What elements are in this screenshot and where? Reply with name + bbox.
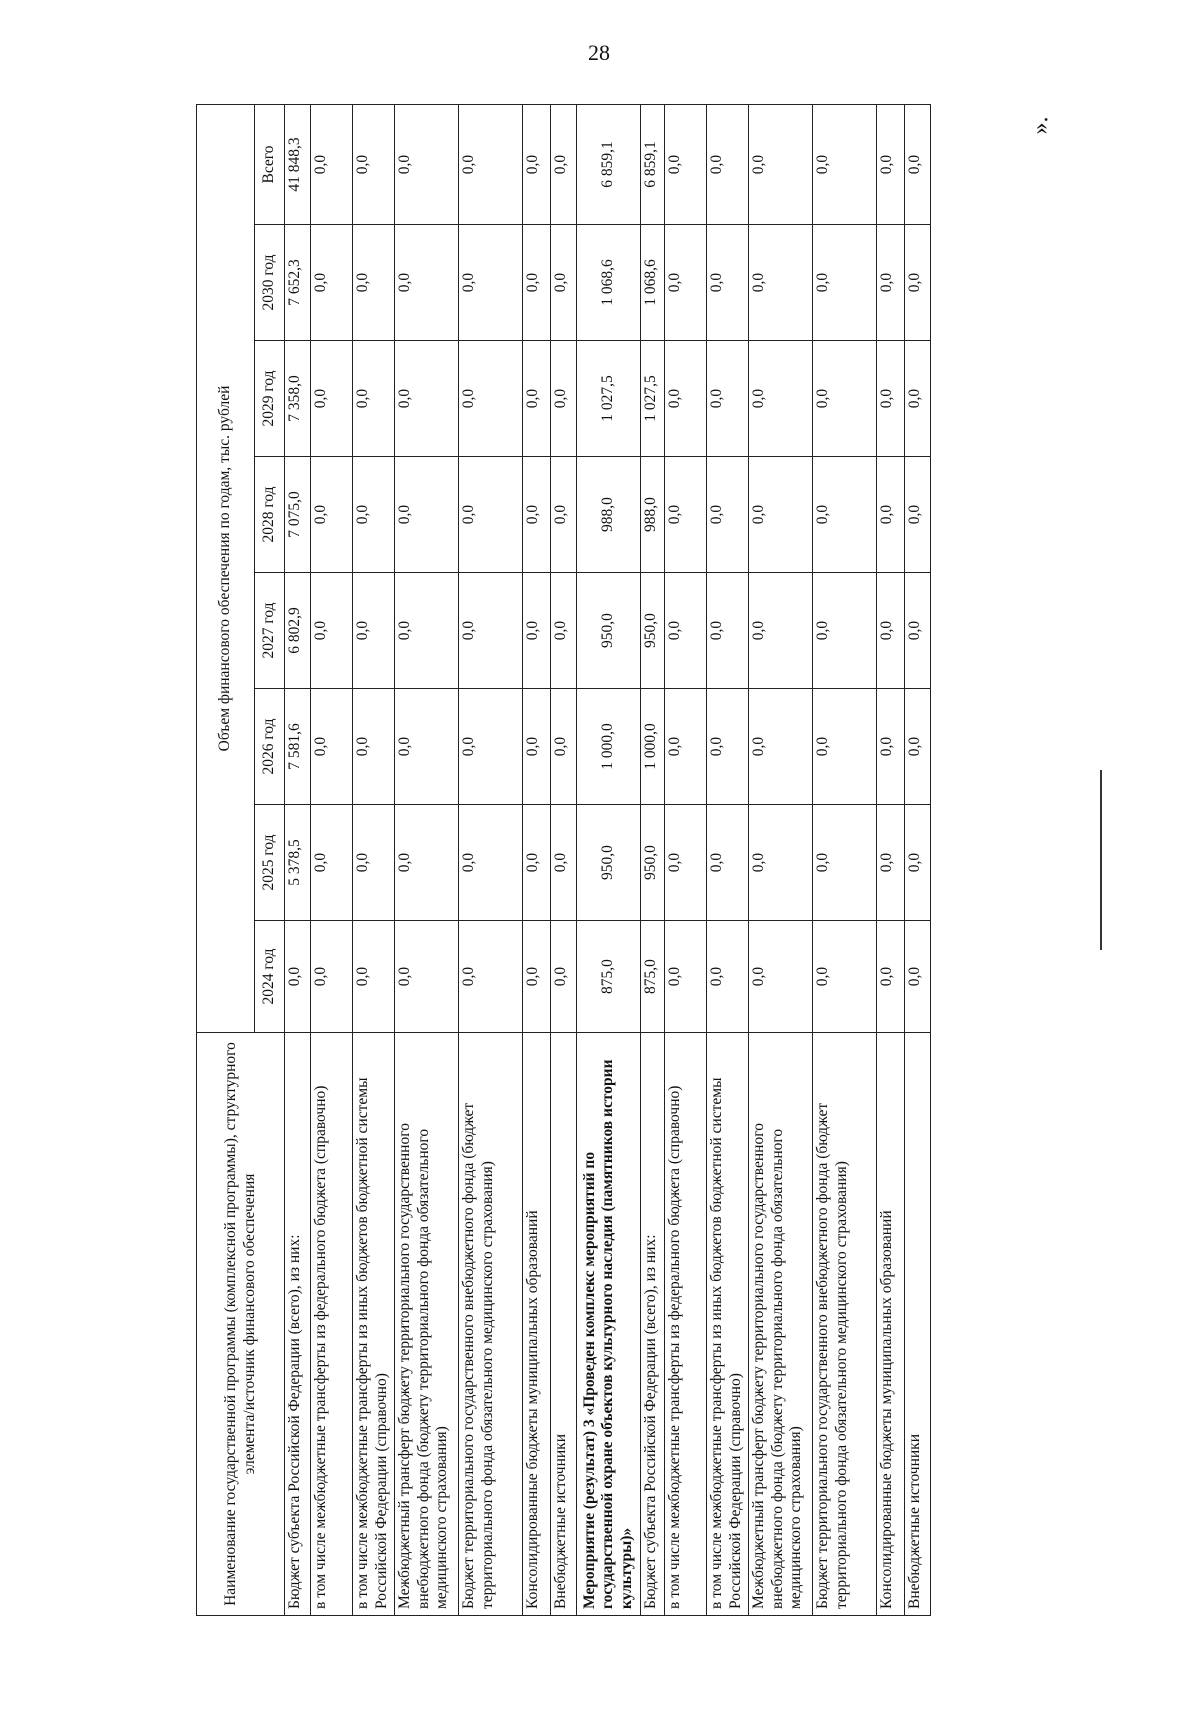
total-cell: 41 848,3: [285, 105, 311, 225]
value-cell: 0,0: [551, 573, 577, 689]
row-label: Бюджет территориального государственного внебюджетного фонда (бюджет территориального фонда обязательного медицинского страхования): [459, 1033, 523, 1616]
row-label: Бюджет территориального государственного внебюджетного фонда (бюджет территориального фонда обязательного медицинского страхования): [813, 1033, 877, 1616]
value-cell: 988,0: [577, 457, 641, 573]
value-cell: 7 581,6: [285, 689, 311, 805]
year-header: 2025 год: [255, 805, 285, 921]
value-cell: 0,0: [813, 225, 877, 341]
value-cell: 0,0: [905, 225, 931, 341]
total-cell: 0,0: [311, 105, 353, 225]
value-cell: 0,0: [905, 341, 931, 457]
row-label: в том числе межбюджетные трансферты из иных бюджетов бюджетной системы Российской Федерации (справочно): [353, 1033, 395, 1616]
year-header: 2028 год: [255, 457, 285, 573]
year-header: 2029 год: [255, 341, 285, 457]
row-label: Бюджет субъекта Российской Федерации (всего), из них:: [641, 1033, 665, 1616]
value-cell: 0,0: [665, 573, 707, 689]
name-column-header: Наименование государственной программы (комплексной программы), структурного элемента/источник финансового обеспечения: [197, 1033, 285, 1616]
year-header: 2024 год: [255, 921, 285, 1033]
value-cell: 0,0: [395, 573, 459, 689]
table-row: [353, 105, 395, 1616]
total-cell: 0,0: [395, 105, 459, 225]
row-label: в том числе межбюджетные трансферты из федерального бюджета (справочно): [311, 1033, 353, 1616]
value-cell: 1 068,6: [577, 225, 641, 341]
value-cell: 0,0: [905, 805, 931, 921]
value-cell: 0,0: [749, 805, 813, 921]
row-label: Внебюджетные источники: [551, 1033, 577, 1616]
value-cell: 1 027,5: [641, 341, 665, 457]
value-cell: 0,0: [459, 573, 523, 689]
value-cell: 0,0: [353, 921, 395, 1033]
value-cell: 0,0: [551, 457, 577, 573]
value-cell: 0,0: [707, 457, 749, 573]
total-cell: 0,0: [707, 105, 749, 225]
value-cell: 0,0: [877, 457, 905, 573]
row-label: в том числе межбюджетные трансферты из федерального бюджета (справочно): [665, 1033, 707, 1616]
value-cell: 0,0: [311, 689, 353, 805]
value-cell: 0,0: [311, 225, 353, 341]
value-cell: 0,0: [459, 921, 523, 1033]
value-cell: 0,0: [813, 805, 877, 921]
table-row: [551, 105, 577, 1616]
year-header: 2027 год: [255, 573, 285, 689]
row-label: Внебюджетные источники: [905, 1033, 931, 1616]
value-cell: 0,0: [813, 921, 877, 1033]
header-row-top: [197, 105, 255, 1616]
total-cell: 0,0: [749, 105, 813, 225]
value-cell: 0,0: [665, 225, 707, 341]
value-cell: 1 000,0: [577, 689, 641, 805]
total-cell: 0,0: [877, 105, 905, 225]
value-cell: 0,0: [395, 457, 459, 573]
value-cell: 0,0: [877, 921, 905, 1033]
value-cell: 6 802,9: [285, 573, 311, 689]
value-cell: 0,0: [813, 573, 877, 689]
table-row: [905, 105, 931, 1616]
value-cell: 0,0: [707, 225, 749, 341]
value-cell: 0,0: [749, 457, 813, 573]
table-row: [877, 105, 905, 1616]
value-cell: 0,0: [523, 573, 551, 689]
value-cell: 0,0: [459, 805, 523, 921]
value-cell: 1 000,0: [641, 689, 665, 805]
row-label: Консолидированные бюджеты муниципальных образований: [877, 1033, 905, 1616]
total-cell: 0,0: [459, 105, 523, 225]
rotated-table-wrapper: [196, 105, 1036, 1616]
total-cell: 0,0: [905, 105, 931, 225]
total-cell: 0,0: [523, 105, 551, 225]
value-cell: 1 027,5: [577, 341, 641, 457]
value-cell: 0,0: [551, 341, 577, 457]
table-row: [523, 105, 551, 1616]
budget-table: [196, 104, 931, 1616]
value-cell: 7 075,0: [285, 457, 311, 573]
total-cell: 0,0: [665, 105, 707, 225]
value-cell: 0,0: [353, 805, 395, 921]
value-cell: 0,0: [353, 225, 395, 341]
volume-header: Объем финансового обеспечения по годам, тыс. рублей: [197, 105, 255, 1033]
value-cell: 7 358,0: [285, 341, 311, 457]
value-cell: 0,0: [311, 457, 353, 573]
value-cell: 0,0: [551, 225, 577, 341]
value-cell: 0,0: [707, 689, 749, 805]
value-cell: 0,0: [459, 225, 523, 341]
value-cell: 0,0: [395, 805, 459, 921]
value-cell: 950,0: [577, 805, 641, 921]
value-cell: 0,0: [665, 341, 707, 457]
value-cell: 0,0: [707, 573, 749, 689]
value-cell: 0,0: [311, 573, 353, 689]
value-cell: 0,0: [395, 341, 459, 457]
value-cell: 950,0: [577, 573, 641, 689]
value-cell: 0,0: [877, 689, 905, 805]
value-cell: 0,0: [353, 457, 395, 573]
table-row: [665, 105, 707, 1616]
value-cell: 0,0: [749, 341, 813, 457]
value-cell: 988,0: [641, 457, 665, 573]
row-label: Межбюджетный трансферт бюджету территориального государственного внебюджетного фонда (бюджету территориального фонда обязательного медицинского страхования): [749, 1033, 813, 1616]
value-cell: 0,0: [353, 341, 395, 457]
table-row: [577, 105, 641, 1616]
value-cell: 0,0: [311, 805, 353, 921]
value-cell: 0,0: [707, 921, 749, 1033]
total-cell: 6 859,1: [577, 105, 641, 225]
value-cell: 0,0: [353, 689, 395, 805]
value-cell: 0,0: [905, 573, 931, 689]
value-cell: 0,0: [665, 457, 707, 573]
value-cell: 5 378,5: [285, 805, 311, 921]
value-cell: 0,0: [707, 341, 749, 457]
value-cell: 0,0: [523, 921, 551, 1033]
value-cell: 0,0: [395, 689, 459, 805]
value-cell: 0,0: [813, 341, 877, 457]
value-cell: 0,0: [459, 457, 523, 573]
row-label: Межбюджетный трансферт бюджету территориального государственного внебюджетного фонда (бюджету территориального фонда обязательного медицинского страхования): [395, 1033, 459, 1616]
table-row: [749, 105, 813, 1616]
table-row: [641, 105, 665, 1616]
total-header: Всего: [255, 105, 285, 225]
value-cell: 0,0: [905, 457, 931, 573]
value-cell: 0,0: [523, 689, 551, 805]
value-cell: 0,0: [749, 921, 813, 1033]
total-cell: 6 859,1: [641, 105, 665, 225]
value-cell: 0,0: [749, 225, 813, 341]
value-cell: 0,0: [353, 573, 395, 689]
table-row: [707, 105, 749, 1616]
value-cell: 1 068,6: [641, 225, 665, 341]
table-row: [459, 105, 523, 1616]
value-cell: 0,0: [665, 805, 707, 921]
value-cell: 875,0: [577, 921, 641, 1033]
year-header: 2030 год: [255, 225, 285, 341]
value-cell: 0,0: [285, 921, 311, 1033]
value-cell: 0,0: [665, 689, 707, 805]
row-label: Консолидированные бюджеты муниципальных образований: [523, 1033, 551, 1616]
value-cell: 0,0: [459, 689, 523, 805]
value-cell: 0,0: [523, 225, 551, 341]
value-cell: 0,0: [707, 805, 749, 921]
total-cell: 0,0: [813, 105, 877, 225]
value-cell: 950,0: [641, 573, 665, 689]
value-cell: 0,0: [311, 341, 353, 457]
value-cell: 0,0: [523, 805, 551, 921]
value-cell: 0,0: [395, 921, 459, 1033]
value-cell: 0,0: [813, 689, 877, 805]
value-cell: 0,0: [749, 573, 813, 689]
table-row: [285, 105, 311, 1616]
row-label: Мероприятие (результат) 3 «Проведен комплекс мероприятий по государственной охране объектов культурного наследия (памятников истории культуры)»: [577, 1033, 641, 1616]
total-cell: 0,0: [551, 105, 577, 225]
value-cell: 0,0: [311, 921, 353, 1033]
value-cell: 0,0: [877, 225, 905, 341]
value-cell: 0,0: [395, 225, 459, 341]
value-cell: 0,0: [459, 341, 523, 457]
value-cell: 0,0: [551, 689, 577, 805]
row-label: в том числе межбюджетные трансферты из иных бюджетов бюджетной системы Российской Федерации (справочно): [707, 1033, 749, 1616]
value-cell: 0,0: [523, 341, 551, 457]
value-cell: 0,0: [877, 341, 905, 457]
value-cell: 0,0: [813, 457, 877, 573]
value-cell: 0,0: [905, 921, 931, 1033]
value-cell: 0,0: [749, 689, 813, 805]
value-cell: 0,0: [551, 805, 577, 921]
total-cell: 0,0: [353, 105, 395, 225]
value-cell: 0,0: [905, 689, 931, 805]
value-cell: 950,0: [641, 805, 665, 921]
closing-quote-mark: ».: [1027, 116, 1054, 135]
separator-line: [1100, 770, 1102, 950]
table-row: [813, 105, 877, 1616]
table-row: [395, 105, 459, 1616]
row-label: Бюджет субъекта Российской Федерации (всего), из них:: [285, 1033, 311, 1616]
value-cell: 0,0: [877, 805, 905, 921]
value-cell: 875,0: [641, 921, 665, 1033]
value-cell: 0,0: [523, 457, 551, 573]
value-cell: 7 652,3: [285, 225, 311, 341]
value-cell: 0,0: [877, 573, 905, 689]
table-row: [311, 105, 353, 1616]
value-cell: 0,0: [665, 921, 707, 1033]
year-header: 2026 год: [255, 689, 285, 805]
page-number: 28: [588, 40, 610, 65]
value-cell: 0,0: [551, 921, 577, 1033]
